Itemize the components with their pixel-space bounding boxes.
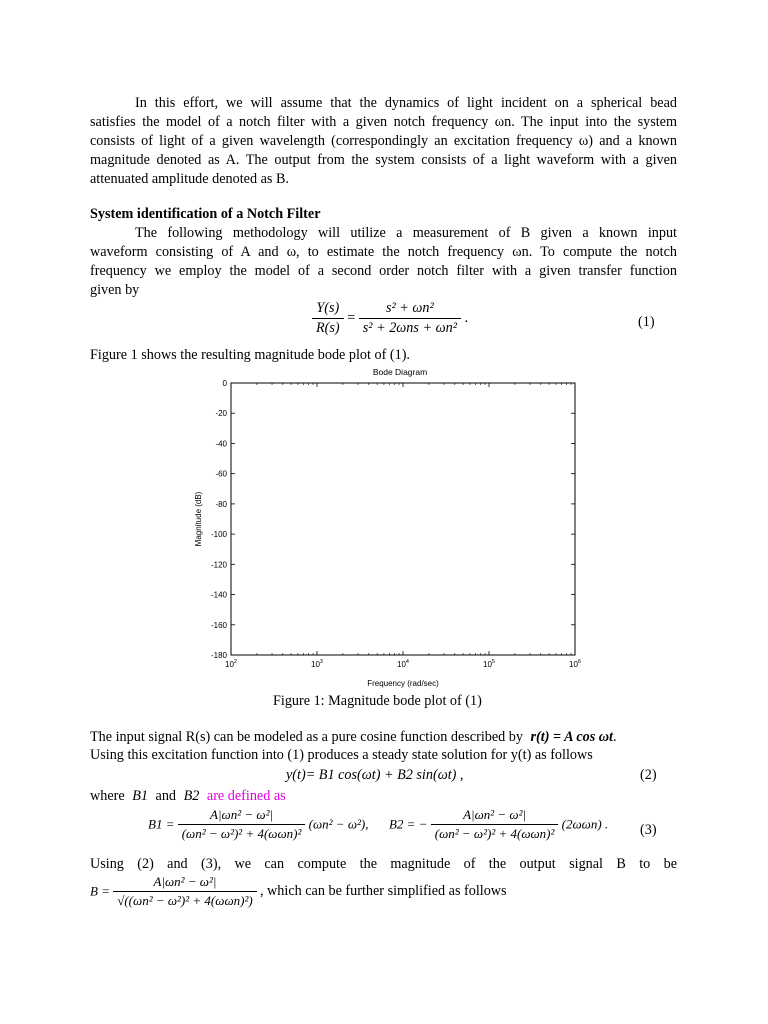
eq3-b1-denominator: (ωn² − ω²)² + 4(ωωn)²	[178, 824, 306, 842]
x-tick-label: $10^2$	[225, 659, 237, 669]
eq3-b2-numerator: A|ωn² − ω²|	[463, 807, 527, 822]
eq3-b1-numerator: A|ωn² − ω²|	[210, 807, 274, 822]
section-heading: System identification of a Notch Filter	[90, 206, 321, 222]
y-tick-label: -20	[215, 409, 227, 419]
intro-line-2: satisfies the model of a notch filter with a given notch frequency ωn. The input into the system	[90, 114, 677, 130]
intro-line-4: magnitude denoted as A. The output from the system consists of a light waveform with a given	[90, 152, 677, 168]
x-tick-label: $10^4$	[397, 659, 409, 669]
equation-1-number: (1)	[638, 314, 655, 330]
equation-3-number: (3)	[640, 822, 657, 838]
y-tick-label: -60	[215, 469, 227, 479]
eq1-rhs-numerator: s² + ωn²	[385, 300, 434, 316]
y-tick-label: -80	[215, 499, 227, 509]
y-tick-label: -40	[215, 439, 227, 449]
eq1-rhs-fraction	[359, 300, 461, 337]
excitation-line: Using this excitation function into (1) produces a steady state solution for y(t) as follows	[90, 747, 593, 763]
where-b2: B2	[183, 788, 200, 804]
method-paragraph	[90, 224, 677, 300]
eq1-lhs-fraction	[312, 300, 344, 337]
x-tick-label: $10^3$	[311, 659, 323, 669]
y-tick-label: -180	[210, 651, 227, 660]
equation-2-number: (2)	[640, 767, 657, 783]
x-axis-label: Frequency (rad/sec)	[367, 679, 439, 688]
where-b1: B1	[132, 788, 148, 804]
eq4-fraction	[113, 874, 256, 909]
eq1-rhs-denominator: s² + 2ωns + ωn²	[359, 318, 461, 337]
eq3-b2-denominator: (ωn² − ω²)² + 4(ωωn)²	[431, 824, 559, 842]
equation-2: y(t)= B1 cos(ωt) + B2 sin(ωt) ,	[286, 767, 464, 783]
figure-caption: Figure 1: Magnitude bode plot of (1)	[273, 693, 482, 709]
eq4-numerator: A|ωn² − ω²|	[153, 874, 217, 889]
y-tick-label: -160	[210, 620, 227, 630]
magnitude-line-1: Using (2) and (3), we can compute the magnitude of the output signal B to be	[90, 856, 677, 872]
y-axis-label: Magnitude (dB)	[194, 491, 203, 547]
where-line	[90, 788, 286, 805]
eq3-b1-factor: (ωn² − ω²),	[308, 816, 369, 832]
intro-line-3: consists of light of a given wavelength (correspondingly an excitation frequency ω) and a known	[90, 133, 677, 149]
intro-line-5: attenuated amplitude denoted as B.	[90, 171, 289, 187]
method-line-3: frequency we employ the model of a second order notch filter with a given transfer function	[90, 263, 677, 279]
eq1-lhs-numerator: Y(s)	[316, 300, 340, 316]
eq3-b2-fraction	[431, 807, 559, 842]
input-signal-text: The input signal R(s) can be modeled as a pure cosine function described by	[90, 729, 523, 745]
chart-title: Bode Diagram	[372, 367, 428, 377]
intro-line-1: In this effort, we will assume that the dynamics of light incident on a spherical bead	[135, 95, 677, 111]
eq1-trail: .	[464, 310, 469, 326]
method-line-4: given by	[90, 282, 140, 298]
y-tick-label: -100	[210, 530, 227, 540]
bode-plot	[185, 362, 595, 692]
plot-area	[231, 383, 575, 655]
eq3-b2-lhs: B2 = −	[388, 816, 428, 832]
eq4-denominator: √((ωn² − ω²)² + 4(ωωn)²)	[113, 891, 256, 909]
figure-intro-text: Figure 1 shows the resulting magnitude bode plot of (1).	[90, 347, 410, 363]
eq3-b2-factor: (2ωωn) .	[561, 816, 609, 832]
y-tick-label: 0	[222, 379, 227, 388]
intro-paragraph	[90, 94, 677, 189]
where-and: and	[155, 788, 177, 804]
input-signal-trail: .	[612, 729, 617, 745]
y-tick-label: -140	[210, 590, 227, 600]
x-tick-label: $10^6$	[569, 659, 581, 669]
input-signal-line	[90, 729, 677, 746]
where-word: where	[90, 788, 125, 804]
input-signal-equation: r(t) = A cos ωt	[530, 729, 613, 745]
method-line-1: The following methodology will utilize a measurement of B given a known input	[135, 225, 677, 241]
equation-3	[148, 807, 608, 842]
x-tick-label: $10^5$	[483, 659, 495, 669]
eq3-b1-fraction	[178, 807, 306, 842]
method-line-2: waveform consisting of A and ω, to estimate the notch frequency ωn. To compute the notch	[90, 244, 677, 260]
eq4-trail: , which can be further simplified as follows	[259, 883, 507, 899]
y-tick-label: -120	[210, 560, 227, 570]
eq3-b1-lhs: B1 =	[148, 816, 175, 832]
where-defined: are defined as	[206, 788, 286, 804]
magnitude-paragraph	[90, 855, 677, 874]
equation-1	[312, 300, 468, 337]
eq4-lhs: B =	[90, 883, 110, 899]
equation-4	[90, 874, 507, 909]
eq1-equals: =	[347, 310, 356, 326]
eq1-lhs-denominator: R(s)	[312, 318, 344, 337]
